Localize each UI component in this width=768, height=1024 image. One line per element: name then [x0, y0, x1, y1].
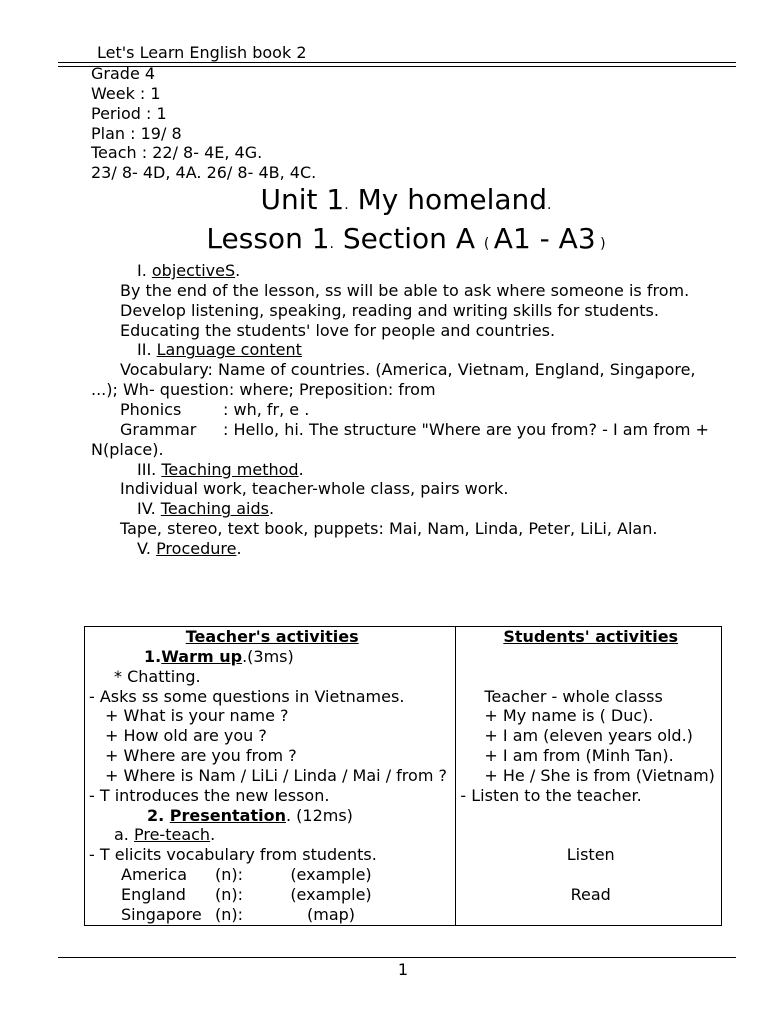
spacer [460, 806, 721, 826]
vocab-method: (example) [290, 884, 372, 904]
section-range: A1 - A3 [493, 222, 596, 256]
section-period: . [235, 261, 241, 281]
phonics-line [91, 400, 721, 420]
substep-number: a. [114, 825, 134, 845]
vocab-item [89, 905, 455, 925]
spacer [460, 667, 721, 687]
student-response: Read [570, 884, 611, 904]
student-response: Listen [566, 845, 615, 865]
objective-paragraph: By the end of the lesson, ss will be able to ask where someone is from. [120, 280, 690, 300]
teacher-activities-header: Teacher's activities [185, 627, 359, 646]
vocab-item [89, 885, 455, 905]
page-number: 1 [397, 960, 409, 979]
section-heading-objectives [91, 261, 721, 281]
section-number: III. [137, 459, 162, 479]
phonics-value: : wh, fr, e . [223, 399, 310, 419]
section-period: . [236, 538, 242, 558]
teach-line: Teach : 22/ 8- 4E, 4G. [91, 143, 263, 163]
lesson-title [91, 222, 721, 261]
footer-rule [58, 957, 736, 958]
vocab-word: Singapore [121, 904, 202, 924]
aids-paragraph: Tape, stereo, text book, puppets: Mai, Nam, Linda, Peter, LiLi, Alan. [120, 519, 658, 539]
vocabulary-paragraph: Vocabulary: Name of countries. (America, Vietnam, England, Singapore, ...); Wh- question: where; Preposition: from [91, 360, 696, 400]
objective-paragraph: Develop listening, speaking, reading and writing skills for students. [120, 300, 659, 320]
unit-end-dot: . [547, 197, 552, 214]
section-name: Section A [333, 222, 484, 256]
presentation-heading [89, 806, 455, 826]
step-title: Warm up [161, 646, 243, 666]
section-title: Teaching method [161, 459, 299, 479]
section-title: Procedure [156, 538, 237, 558]
section-heading-method [91, 460, 721, 480]
section-number: II. [137, 340, 157, 360]
section-period: . [298, 459, 304, 479]
activities-table [84, 626, 722, 926]
student-response: + I am (eleven years old.) [484, 726, 693, 746]
lesson-number: Lesson 1 [206, 222, 330, 256]
unit-number: Unit 1 [260, 183, 345, 217]
section-period: . [269, 499, 275, 519]
question-line: + What is your name ? [105, 706, 289, 726]
vocab-method: (example) [290, 865, 372, 885]
step-title: Presentation [169, 805, 286, 825]
section-heading-aids [91, 499, 721, 519]
period-line: Period : 1 [91, 103, 167, 123]
student-response: + My name is ( Duc). [484, 706, 654, 726]
header-rule-top [58, 62, 736, 63]
section-title: Language content [156, 340, 302, 360]
section-number: IV. [137, 499, 161, 519]
vocab-pos: (n): [215, 884, 244, 904]
question-line: + Where is Nam / LiLi / Linda / Mai / from ? [105, 765, 447, 785]
teach-line-2: 23/ 8- 4D, 4A. 26/ 8- 4B, 4C. [91, 163, 317, 183]
teacher-step: - T elicits vocabulary from students. [89, 845, 377, 865]
student-response: - Listen to the teacher. [460, 785, 642, 805]
section-heading-language [91, 340, 721, 360]
close-paren: ) [595, 236, 606, 253]
table-row [85, 627, 722, 926]
substep-title: Pre-teach [133, 825, 211, 845]
warmup-heading [89, 647, 455, 667]
step-time: . (12ms) [285, 805, 353, 825]
student-response: + He / She is from (Vietnam) [484, 765, 715, 785]
spacer [460, 647, 721, 667]
section-number: I. [137, 261, 152, 281]
lesson-dot: . [329, 236, 334, 253]
vocab-word: America [121, 865, 187, 885]
plan-line: Plan : 19/ 8 [91, 123, 182, 143]
student-response: Teacher - whole classs [484, 686, 663, 706]
vocab-pos: (n): [215, 865, 244, 885]
students-activities-header: Students' activities [503, 627, 679, 646]
question-line: + Where are you from ? [105, 746, 297, 766]
grammar-paragraph [91, 420, 721, 460]
grammar-label: Grammar [120, 419, 197, 439]
section-title: Teaching aids [160, 499, 269, 519]
step-time: .(3ms) [242, 646, 294, 666]
step-number: 1. [144, 646, 162, 666]
step-number: 2. [147, 805, 170, 825]
vocab-word: England [121, 884, 186, 904]
spacer [460, 865, 721, 885]
teacher-step: - T introduces the new lesson. [89, 785, 330, 805]
method-paragraph: Individual work, teacher-whole class, pairs work. [120, 479, 509, 499]
students-activities-cell [456, 627, 722, 926]
question-line: + How old are you ? [105, 726, 267, 746]
student-response: + I am from (Minh Tan). [484, 746, 674, 766]
objective-paragraph: Educating the students' love for people and countries. [120, 320, 556, 340]
phonics-label: Phonics [120, 399, 182, 419]
vocab-method: (map) [306, 904, 356, 924]
vocab-item [89, 865, 455, 885]
unit-dot: . [344, 197, 349, 214]
chatting-line: * Chatting. [114, 666, 201, 686]
grade-line: Grade 4 [91, 64, 156, 83]
open-paren: ( [483, 236, 494, 253]
vocab-pos: (n): [215, 904, 244, 924]
unit-title [91, 183, 721, 222]
grammar-value: : Hello, hi. The structure "Where are you from? - I am from + N(place). [91, 419, 709, 459]
section-heading-procedure [91, 539, 721, 559]
teacher-activities-cell [85, 627, 456, 926]
teacher-step: - Asks ss some questions in Vietnames. [89, 686, 405, 706]
substep-period: . [210, 825, 216, 845]
preteach-heading [89, 825, 455, 845]
unit-name: My homeland [348, 183, 548, 217]
week-line: Week : 1 [91, 83, 161, 103]
section-number: V. [137, 538, 157, 558]
running-header: Let's Learn English book 2 [97, 43, 307, 62]
section-title: objectiveS [151, 261, 236, 281]
lesson-body [91, 64, 721, 559]
spacer [460, 825, 721, 845]
